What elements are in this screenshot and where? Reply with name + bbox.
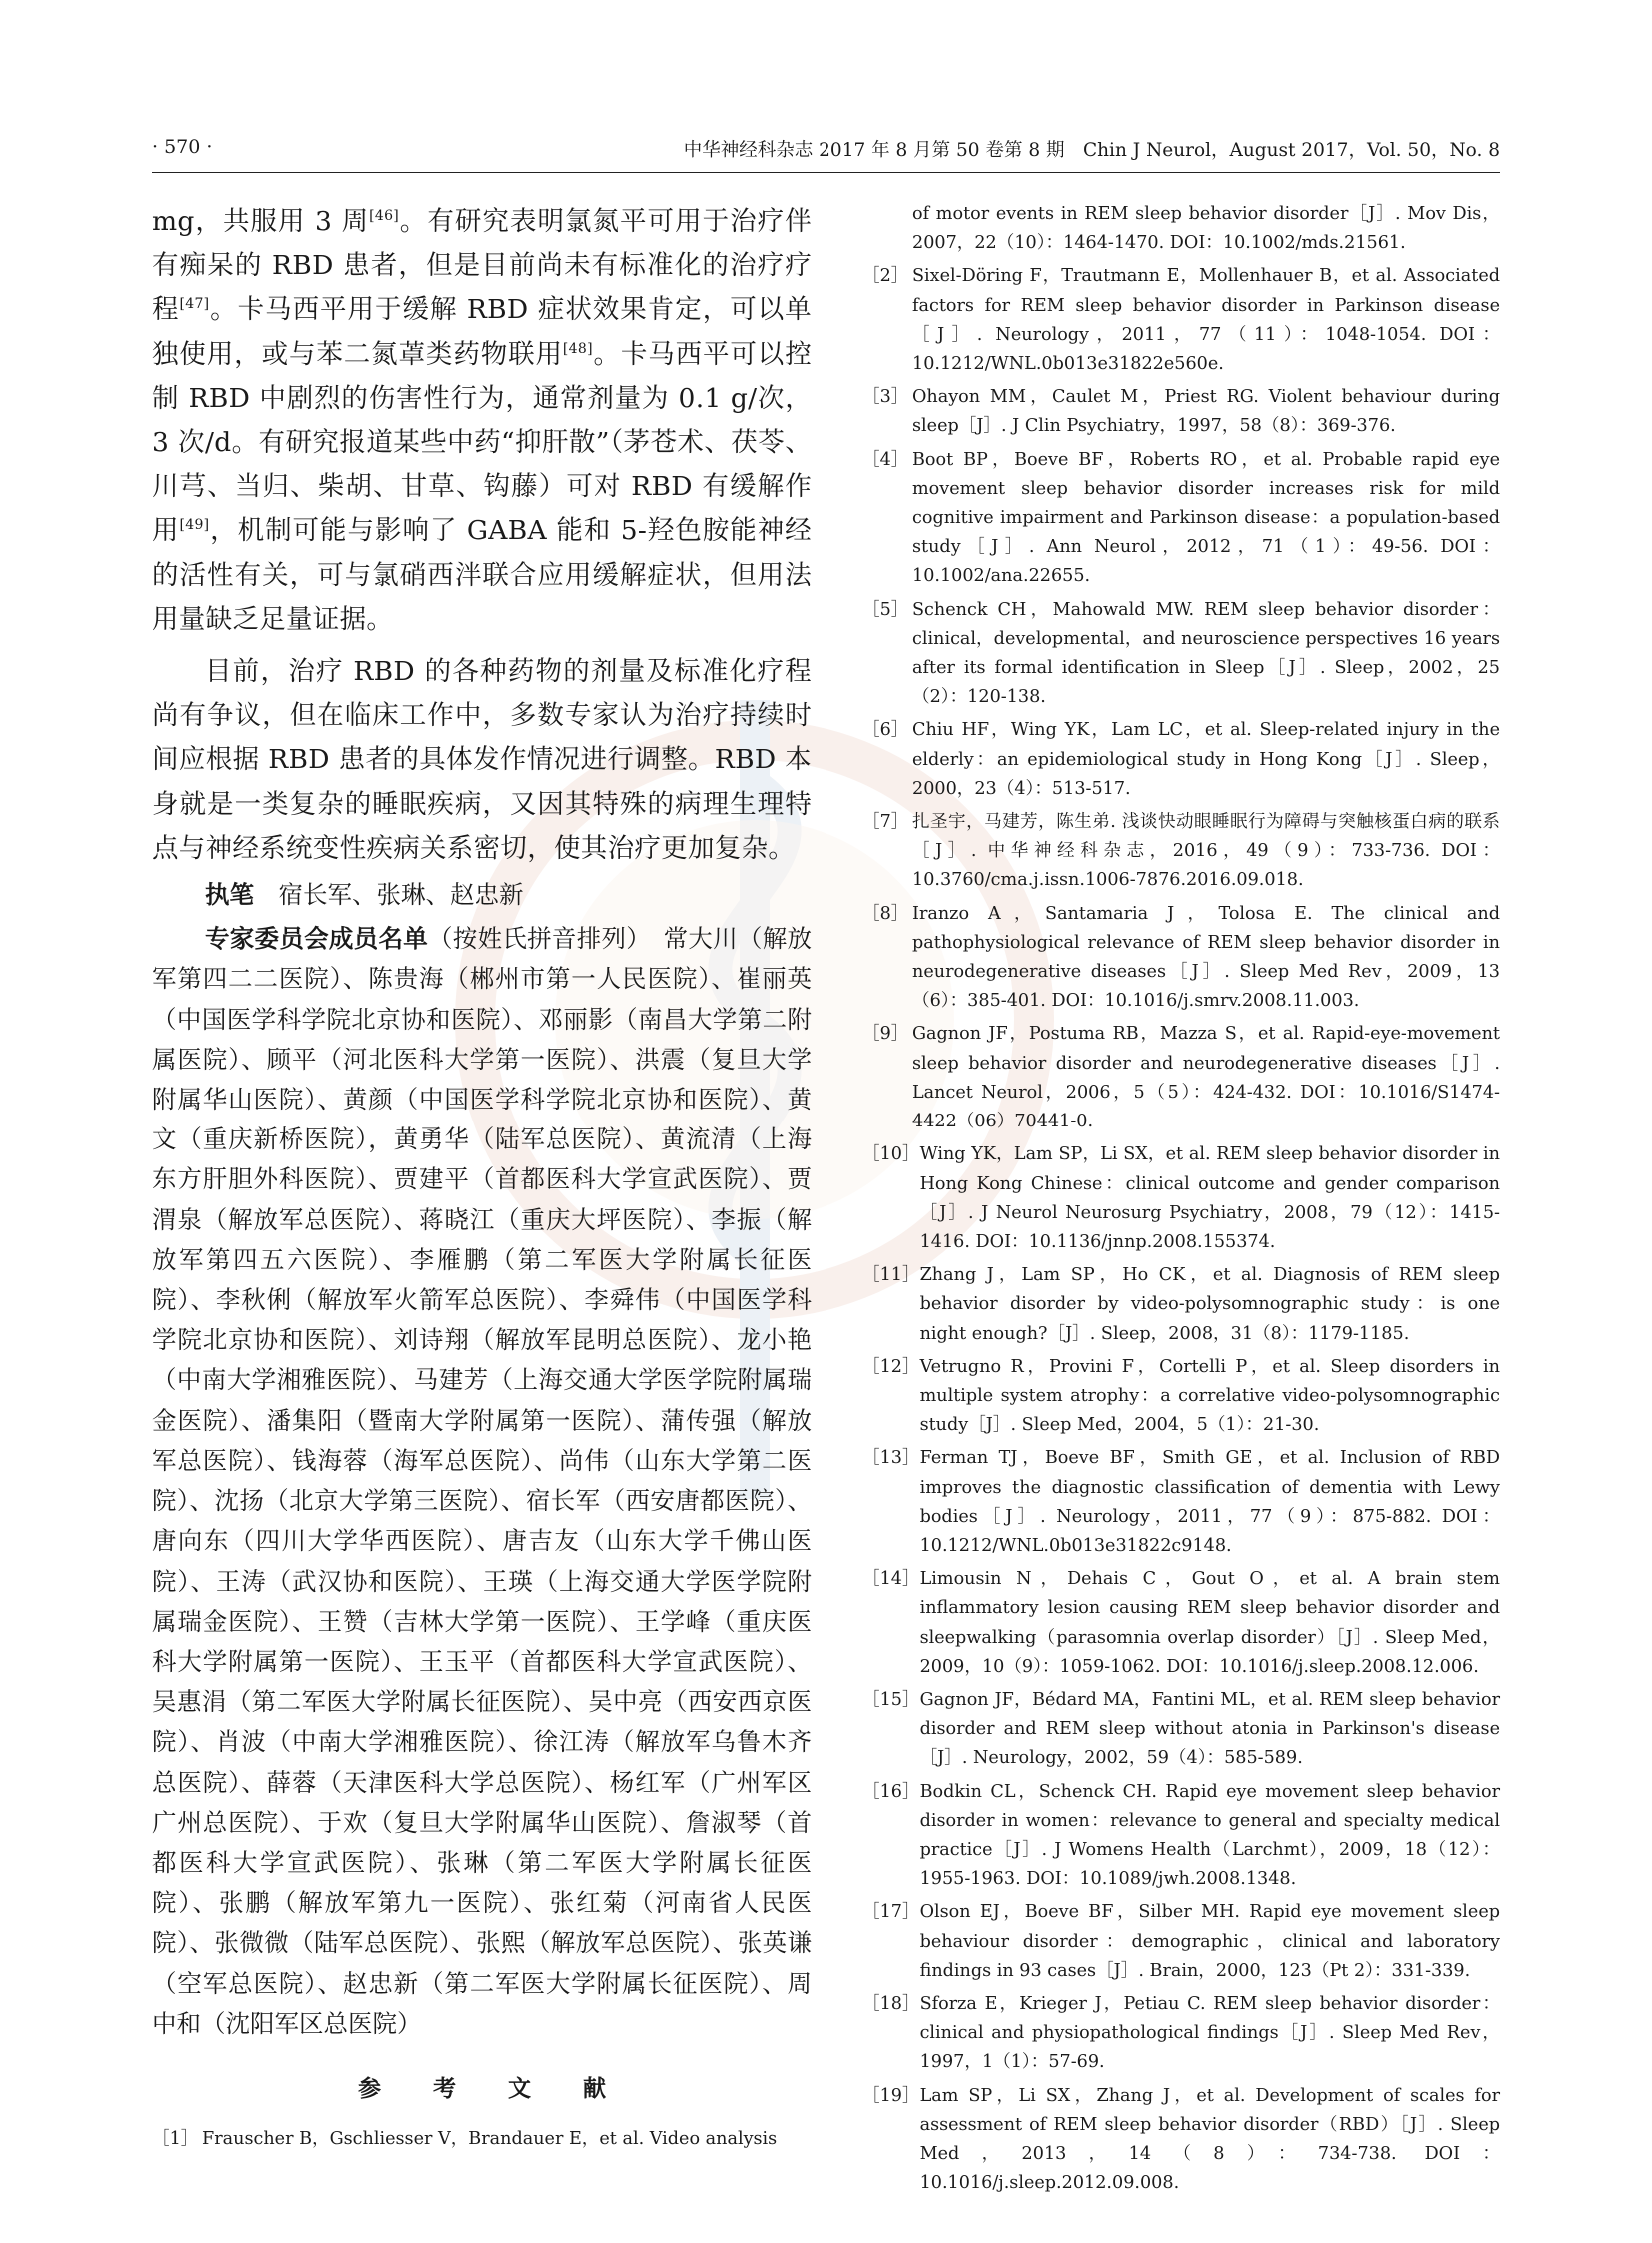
reference-text: Lam SP，Li SX，Zhang J，et al. Development of scales for assessment of REM sleep behavior disorder（RBD）［J］. Sleep Med，2013，14（8）：734-738. DOI：10.1016/j.sleep.2012.09.008.: [919, 2085, 1500, 2194]
reference-number: ［12］: [862, 1356, 920, 1377]
reference-number: ［1］: [152, 2128, 199, 2149]
reference-item: [862, 900, 1500, 1017]
reference-text: Bodkin CL，Schenck CH. Rapid eye movement sleep behavior disorder in women：relevance to general and specialty medical practice［J］. J Womens Health（Larchmt），2009，18（12）：1955-1963. DOI：10.1089/jwh.2008.1348.: [919, 1781, 1500, 1890]
references-heading: 参 考 文 献: [357, 2075, 629, 2102]
reference-number: ［17］: [862, 1902, 920, 1923]
reference-number: ［8］: [862, 903, 909, 924]
reference-item: [862, 446, 1500, 592]
reference-text: Gagnon JF，Postuma RB，Mazza S，et al. Rapid-eye-movement sleep behavior disorder and neurodegenerative diseases［J］. Lancet Neurol，2006，5（5）：424-432. DOI：10.1016/S1474-4422（06）70441-0.: [912, 1024, 1500, 1132]
reference-item: [862, 1565, 1500, 1682]
reference-item: [862, 1778, 1500, 1895]
reference-text: Schenck CH，Mahowald MW. REM sleep behavior disorder：clinical，developmental，and neuroscience perspectives 16 years after its formal identification in Sleep［J］. Sleep，2002，25（2）：120-138.: [912, 599, 1500, 708]
reference-text: Iranzo A，Santamaria J，Tolosa E. The clinical and pathophysiological relevance of REM sleep behavior disorder in neurodegenerative diseases［J］. Sleep Med Rev，2009，13（6）：385-401. DOI：10.1016/j.smrv.2008.11.003.: [912, 903, 1500, 1012]
reference-item: [862, 1140, 1500, 1257]
page-header: [152, 132, 1500, 173]
reference-item: [862, 1686, 1500, 1774]
reference-text: Sixel-Döring F，Trautmann E，Mollenhauer B，et al. Associated factors for REM sleep behavior disorder in Parkinson disease［J］. Neurology，2011，77（11）：1048-1054. DOI：10.1212/WNL.0b013e31822e560e.: [912, 266, 1500, 375]
reference-number: ［16］: [862, 1781, 920, 1802]
citation-49: [49]: [179, 517, 210, 534]
reference-item: [862, 383, 1500, 441]
reference-item: [862, 1990, 1500, 2078]
reference-continuation: of motor events in REM sleep behavior disorder［J］. Mov Dis，2007，22（10）：1464-1470. DOI：10.1002/mds.21561.: [912, 204, 1500, 254]
authors-names: 宿长军、张琳、赵忠新: [278, 880, 524, 910]
reference-number: ［19］: [862, 2085, 920, 2106]
reference-number: ［13］: [862, 1448, 920, 1469]
reference-item: [862, 808, 1500, 896]
reference-text: Wing YK，Lam SP，Li SX，et al. REM sleep behavior disorder in Hong Kong Chinese：clinical outcome and gender comparison［J］. J Neurol Neurosurg Psychiatry，2008，79（12）：1415-1416. DOI：10.1136/jnnp.2008.155374.: [919, 1144, 1500, 1252]
reference-list: [862, 262, 1500, 2198]
reference-text: Ferman TJ，Boeve BF，Smith GE，et al. Inclusion of RBD improves the diagnostic classification of dementia with Lewy bodies［J］. Neurology，2011，77（9）：875-882. DOI：10.1212/WNL.0b013e31822c9148.: [919, 1448, 1500, 1556]
reference-text: Boot BP，Boeve BF，Roberts RO，et al. Probable rapid eye movement sleep behavior disorder increases risk for mild cognitive impairment and Parkinson disease：a population-based study［J］. Ann Neurol，2012，71（1）：49-56. DOI：10.1002/ana.22655.: [912, 449, 1500, 587]
reference-item: [152, 2125, 812, 2154]
reference-item: [862, 262, 1500, 379]
reference-text: Zhang J，Lam SP，Ho CK，et al. Diagnosis of REM sleep behavior disorder by video-polysomnographic study：is one night enough?［J］. Sleep，2008，31（8）：1179-1185.: [919, 1265, 1500, 1344]
expert-committee-list: （按姓氏拼音排列） 常大川（解放军第四二二医院）、陈贵海（郴州市第一人民医院）、崔丽英（中国医学科学院北京协和医院）、邓丽影（南昌大学第二附属医院）、顾平（河北医科大学第一医院）、洪震（复旦大学附属华山医院）、黄颜（中国医学科学院北京协和医院）、黄文（重庆新桥医院），黄勇华（陆军总医院）、黄流清（上海东方肝胆外科医院）、贾建平（首都医科大学宣武医院）、贾渭泉（解放军总医院）、蒋晓江（重庆大坪医院）、李振（解放军第四五六医院）、李雁鹏（第二军医大学附属长征医院）、李秋俐（解放军火箭军总医院）、李舜伟（中国医学科学院北京协和医院）、刘诗翔（解放军昆明总医院）、龙小艳（中南大学湘雅医院）、马建芳（上海交通大学医学院附属瑞金医院）、潘集阳（暨南大学附属第一医院）、蒲传强（解放军总医院）、钱海蓉（海军总医院）、尚伟（山东大学第二医院）、沈扬（北京大学第三医院）、宿长军（西安唐都医院）、唐向东（四川大学华西医院）、唐吉友（山东大学千佛山医院）、王涛（武汉协和医院）、王瑛（上海交通大学医学院附属瑞金医院）、王赞（吉林大学第一医院）、王学峰（重庆医科大学附属第一医院）、王玉平（首都医科大学宣武医院）、吴惠涓（第二军医大学附属长征医院）、吴中亮（西安西京医院）、肖波（中南大学湘雅医院）、徐江涛（解放军乌鲁木齐总医院）、薛蓉（天津医科大学总医院）、杨红军（广州军区广州总医院）、于欢（复旦大学附属华山医院）、詹淑琴（首都医科大学宣武医院）、张琳（第二军医大学附属长征医院）、张鹏（解放军第九一医院）、张红菊（河南省人民医院）、张微微（陆军总医院）、张熙（解放军总医院）、张英谦（空军总医院）、赵忠新（第二军医大学附属长征医院）、周中和（沈阳军区总医院）: [152, 924, 812, 2038]
reference-text: Limousin N，Dehais C，Gout O，et al. A brain stem inflammatory lesion causing REM sleep behavior disorder and sleepwalking（parasomnia overlap disorder）［J］. Sleep Med，2009，10（9）：1059-1062. DOI：10.1016/j.sleep.2008.12.006.: [919, 1569, 1500, 1677]
right-column: [862, 200, 1500, 2202]
expert-committee: [152, 919, 812, 2044]
reference-item: [862, 1020, 1500, 1136]
reference-text: Gagnon JF，Bédard MA，Fantini ML，et al. REM sleep behavior disorder and REM sleep without atonia in Parkinson's disease［J］. Neurology，2002，59（4）：585-589.: [919, 1689, 1500, 1769]
page-number: · 570 ·: [152, 136, 213, 158]
reference-item: [862, 1898, 1500, 1986]
authors-label: 执笔: [205, 880, 254, 910]
reference-number: ［18］: [862, 1993, 920, 2014]
journal-citation: 中华神经科杂志 2017 年 8 月第 50 卷第 8 期 Chin J Neurol，August 2017，Vol. 50，No. 8: [683, 140, 1500, 161]
reference-number: ［4］: [862, 449, 909, 470]
expert-committee-label: 专家委员会成员名单: [205, 924, 429, 954]
reference-text: Olson EJ，Boeve BF，Silber MH. Rapid eye movement sleep behaviour disorder：demographic，clinical and laboratory findings in 93 cases［J］. Brain，2000，123（Pt 2）：331-339.: [919, 1902, 1500, 1981]
reference-number: ［7］: [862, 812, 909, 833]
reference-number: ［6］: [862, 720, 909, 741]
reference-number: ［5］: [862, 599, 909, 620]
citation-47: [47]: [179, 296, 210, 313]
reference-item: [862, 2082, 1500, 2199]
reference-number: ［2］: [862, 266, 909, 287]
reference-text: Chiu HF，Wing YK，Lam LC，et al. Sleep-related injury in the elderly：an epidemiological study in Hong Kong［J］. Sleep，2000，23（4）：513-517.: [912, 720, 1500, 799]
reference-item: [862, 716, 1500, 804]
citation-48: [48]: [562, 340, 593, 357]
reference-item: [862, 1261, 1500, 1349]
reference-text: Vetrugno R，Provini F，Cortelli P，et al. Sleep disorders in multiple system atrophy：a correlative video-polysomnographic study［J］. Sleep Med，2004，5（1）：21-30.: [919, 1356, 1500, 1436]
citation-46: [46]: [369, 208, 400, 225]
reference-text: Sforza E，Krieger J，Petiau C. REM sleep behavior disorder：clinical and physiopathological findings［J］. Sleep Med Rev，1997，1（1）：57-69.: [919, 1993, 1500, 2073]
reference-number: ［3］: [862, 387, 909, 408]
reference-text: Frauscher B，Gschliesser V，Brandauer E，et al. Video analysis: [202, 2128, 778, 2149]
reference-item: [862, 1353, 1500, 1441]
left-column: [152, 200, 812, 2158]
reference-number: ［10］: [862, 1144, 920, 1165]
body-paragraph-2: 目前，治疗 RBD 的各种药物的剂量及标准化疗程尚有争议，但在临床工作中，多数专家认为治疗持续时间应根据 RBD 患者的具体发作情况进行调整。RBD 本身就是一类复杂的睡眠疾病，又因其特殊的病理生理特点与神经系统变性疾病关系密切，使其治疗更加复杂。: [152, 656, 812, 864]
body-paragraph-1: mg，共服用 3 周[46]。有研究表明氯氮平可用于治疗伴有痴呆的 RBD 患者，但是目前尚未有标准化的治疗疗程[47]。卡马西平用于缓解 RBD 症状效果肯定，可以单独使用，或与苯二氮䓬类药物联用[48]。卡马西平可以控制 RBD 中剧烈的伤害性行为，通常剂量为 0.1 g/次，3 次/d。有研究报道某些中药“抑肝散”（茅苍术、茯苓、川芎、当归、柴胡、甘草、钩藤）可对 RBD 有缓解作用[49]，机制可能与影响了 GABA 能和 5-羟色胺能神经的活性有关，可与氯硝西泮联合应用缓解症状，但用法用量缺乏足量证据。: [152, 206, 813, 635]
reference-number: ［15］: [862, 1689, 920, 1710]
reference-number: ［11］: [862, 1265, 920, 1286]
reference-number: ［9］: [862, 1024, 909, 1045]
reference-number: ［14］: [862, 1569, 920, 1590]
reference-text: 扎圣宇，马建芳，陈生弟. 浅谈快动眼睡眠行为障碍与突触核蛋白病的联系［J］. 中华神经科杂志，2016，49（9）：733-736. DOI：10.3760/cma.j.issn.1006-7876.2016.09.018.: [912, 812, 1500, 891]
reference-item: [862, 596, 1500, 713]
reference-text: Ohayon MM，Caulet M，Priest RG. Violent behaviour during sleep［J］. J Clin Psychiatry，1997，58（8）：369-376.: [912, 387, 1500, 437]
reference-item: [862, 1444, 1500, 1561]
authors-line: [152, 875, 812, 915]
